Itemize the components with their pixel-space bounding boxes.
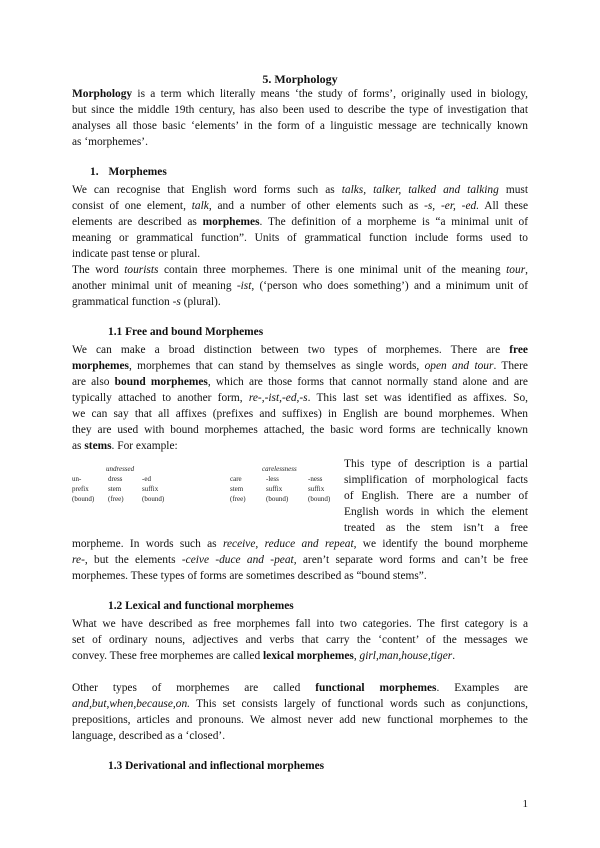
morpheme-figure xyxy=(72,466,342,516)
t: re- xyxy=(72,554,85,566)
fig1-type-1: prefix xyxy=(72,485,89,493)
fig2-kind-3: (bound) xyxy=(308,495,331,503)
t: . The definition of a morpheme is “a minimal unit of xyxy=(259,216,528,228)
t: The word xyxy=(72,264,125,276)
s12-line-7: language, described as a ‘closed’. xyxy=(72,730,226,742)
s1-line-4: meaning or grammatical function”. Units of grammatical function include forms used to xyxy=(72,232,528,244)
t: and,but,when,because,on. xyxy=(72,698,190,710)
t: This set consists largely of functional words such as conjunctions, xyxy=(190,698,528,710)
s11-line-1 xyxy=(72,342,528,358)
page-title: 5. Morphology xyxy=(262,72,338,86)
s11-line-3 xyxy=(72,374,528,390)
fig1-kind-2: (free) xyxy=(108,495,124,503)
s12-line-1: What we have described as free morphemes fall into two categories. The first category is a xyxy=(72,618,528,630)
fig2-type-3: suffix xyxy=(308,485,325,493)
t: Other types of morphemes are called xyxy=(72,682,316,694)
page-number: 1 xyxy=(522,798,528,810)
t: , which are those forms that cannot normally stand alone and are xyxy=(207,376,528,388)
fig2-part-2: -less xyxy=(266,475,279,483)
t: talk, xyxy=(191,200,212,212)
t: contain three morphemes. There is one minimal unit of the meaning xyxy=(158,264,507,276)
side-line-5: treated as the stem isn’t a free xyxy=(344,522,528,534)
s11-line-4 xyxy=(72,390,528,406)
s11-line-9 xyxy=(72,552,528,568)
t: another minimal unit of meaning xyxy=(72,280,237,292)
s1-line-1 xyxy=(72,182,528,198)
s12-line-2: set of ordinary nouns, adjectives and verbs that carry the ‘content’ of the messages we xyxy=(72,634,528,646)
s1-line-5: indicate past tense or plural. xyxy=(72,248,201,260)
s1-line-6 xyxy=(72,262,528,278)
side-line-4: English words in which the element xyxy=(344,506,528,518)
t: . For example: xyxy=(111,440,178,452)
t: (plural). xyxy=(180,296,221,308)
intro-line-4: as ‘morphemes’. xyxy=(72,136,148,148)
t: as xyxy=(72,440,85,452)
section-1-1-heading: 1.1 Free and bound Morphemes xyxy=(108,326,264,338)
fig2-type-2: suffix xyxy=(266,485,283,493)
t: must xyxy=(498,184,528,196)
t: tour xyxy=(506,264,526,276)
fig1-kind-3: (bound) xyxy=(142,495,165,503)
t: and a number of other elements such as xyxy=(211,200,425,212)
intro-line-3: analyses all those basic ‘elements’ in the form of a linguistic message are technically known xyxy=(72,120,528,132)
t: stems xyxy=(84,440,112,452)
t: , morphemes that can stand by themselves as single words, xyxy=(128,360,425,372)
t: grammatical function xyxy=(72,296,173,308)
t: We can recognise that English word forms such as xyxy=(72,184,342,196)
s12-line-4 xyxy=(72,680,528,696)
s1-line-7 xyxy=(72,278,528,294)
fig2-type-1: stem xyxy=(230,485,244,493)
intro-line-1 xyxy=(72,86,528,102)
section-1-heading xyxy=(90,166,167,178)
s11-line-10: morphemes. These types of forms are sometimes described as “bound stems”. xyxy=(72,570,427,582)
t: morphemes xyxy=(202,216,260,228)
t: elements are described as xyxy=(72,216,203,228)
t: free xyxy=(509,344,528,356)
t: typically attached to another form, xyxy=(72,392,249,404)
t: talks, talker, talked and talking xyxy=(341,184,499,196)
text: is a term which literally means ‘the study of forms’, originally used in biology, xyxy=(132,88,528,100)
side-line-1: This type of description is a partial xyxy=(344,458,528,470)
fig1-part-3: -ed xyxy=(142,475,151,483)
t: we identify the bound morpheme xyxy=(356,538,528,550)
t: . This last set was identified as affixes. So, xyxy=(307,392,528,404)
t: receive, reduce and repeat, xyxy=(222,538,357,550)
t: bound morphemes xyxy=(114,376,208,388)
t: morpheme. In words such as xyxy=(72,538,223,550)
t: . Examples are xyxy=(436,682,528,694)
term-morphology: Morphology xyxy=(72,88,133,100)
s11-line-6: they are used with bound morphemes attached, the basic word forms are technically known xyxy=(72,424,528,436)
t: consist of one element, xyxy=(72,200,192,212)
t: -s xyxy=(172,296,181,308)
fig1-part-1: un- xyxy=(72,475,82,483)
s12-line-5 xyxy=(72,696,528,712)
fig2-part-3: -ness xyxy=(308,475,323,483)
side-line-2: simplification of morphological facts xyxy=(344,474,528,486)
t: (‘person who does something’) and a minimum unit of xyxy=(254,280,528,292)
figure-word-undressed: undressed xyxy=(106,465,135,473)
fig2-part-1: care xyxy=(230,475,242,483)
heading-text: Morphemes xyxy=(108,166,167,178)
s1-line-3 xyxy=(72,214,528,230)
s11-line-7 xyxy=(72,438,528,454)
t: open and tour xyxy=(424,360,494,372)
s11-line-8 xyxy=(72,536,528,552)
t: , but the elements xyxy=(84,554,182,566)
t: tourists xyxy=(124,264,159,276)
s11-line-2 xyxy=(72,358,528,374)
s12-line-6: prepositions, articles and pronouns. We almost never add new functional morphemes to the xyxy=(72,714,528,726)
t: We can make a broad distinction between two types of morphemes. There are xyxy=(72,344,510,356)
t: functional morphemes xyxy=(315,682,437,694)
t: convey. These free morphemes are called xyxy=(72,650,264,662)
s12-line-3 xyxy=(72,648,528,664)
t: girl,man,house,tiger xyxy=(359,650,453,662)
t: -s, -er, -ed. xyxy=(424,200,480,212)
side-line-3: of English. There are a number of xyxy=(344,490,528,502)
t: -ist, xyxy=(236,280,255,292)
section-1-2-heading: 1.2 Lexical and functional morphemes xyxy=(108,600,294,612)
t: aren’t separate word forms and can’t be free xyxy=(296,554,528,566)
t: All these xyxy=(479,200,529,212)
t: morphemes xyxy=(72,360,129,372)
s11-line-5: we can say that all affixes (prefixes and suffixes) in English are bound morphemes. When xyxy=(72,408,528,420)
t: -ceive -duce and -peat, xyxy=(181,554,297,566)
s1-line-8 xyxy=(72,294,528,310)
t: re-,-ist,-ed,-s xyxy=(248,392,308,404)
t: lexical morphemes xyxy=(263,650,354,662)
fig2-kind-1: (free) xyxy=(230,495,246,503)
section-1-3-heading: 1.3 Derivational and inflectional morphemes xyxy=(108,760,325,772)
t: are also xyxy=(72,376,115,388)
heading-number: 1. xyxy=(90,166,99,178)
fig1-type-3: suffix xyxy=(142,485,159,493)
fig2-kind-2: (bound) xyxy=(266,495,289,503)
t: . xyxy=(452,650,456,662)
t: . There xyxy=(493,360,528,372)
figure-word-carelessness: carelessness xyxy=(262,465,297,473)
s1-line-2 xyxy=(72,198,528,214)
intro-line-2: but since the middle 19th century, has also been used to describe the type of investigation that xyxy=(72,104,528,116)
t: , xyxy=(525,264,528,276)
fig1-kind-1: (bound) xyxy=(72,495,95,503)
fig1-type-2: stem xyxy=(108,485,122,493)
t: , xyxy=(353,650,360,662)
fig1-part-2: dress xyxy=(108,475,123,483)
